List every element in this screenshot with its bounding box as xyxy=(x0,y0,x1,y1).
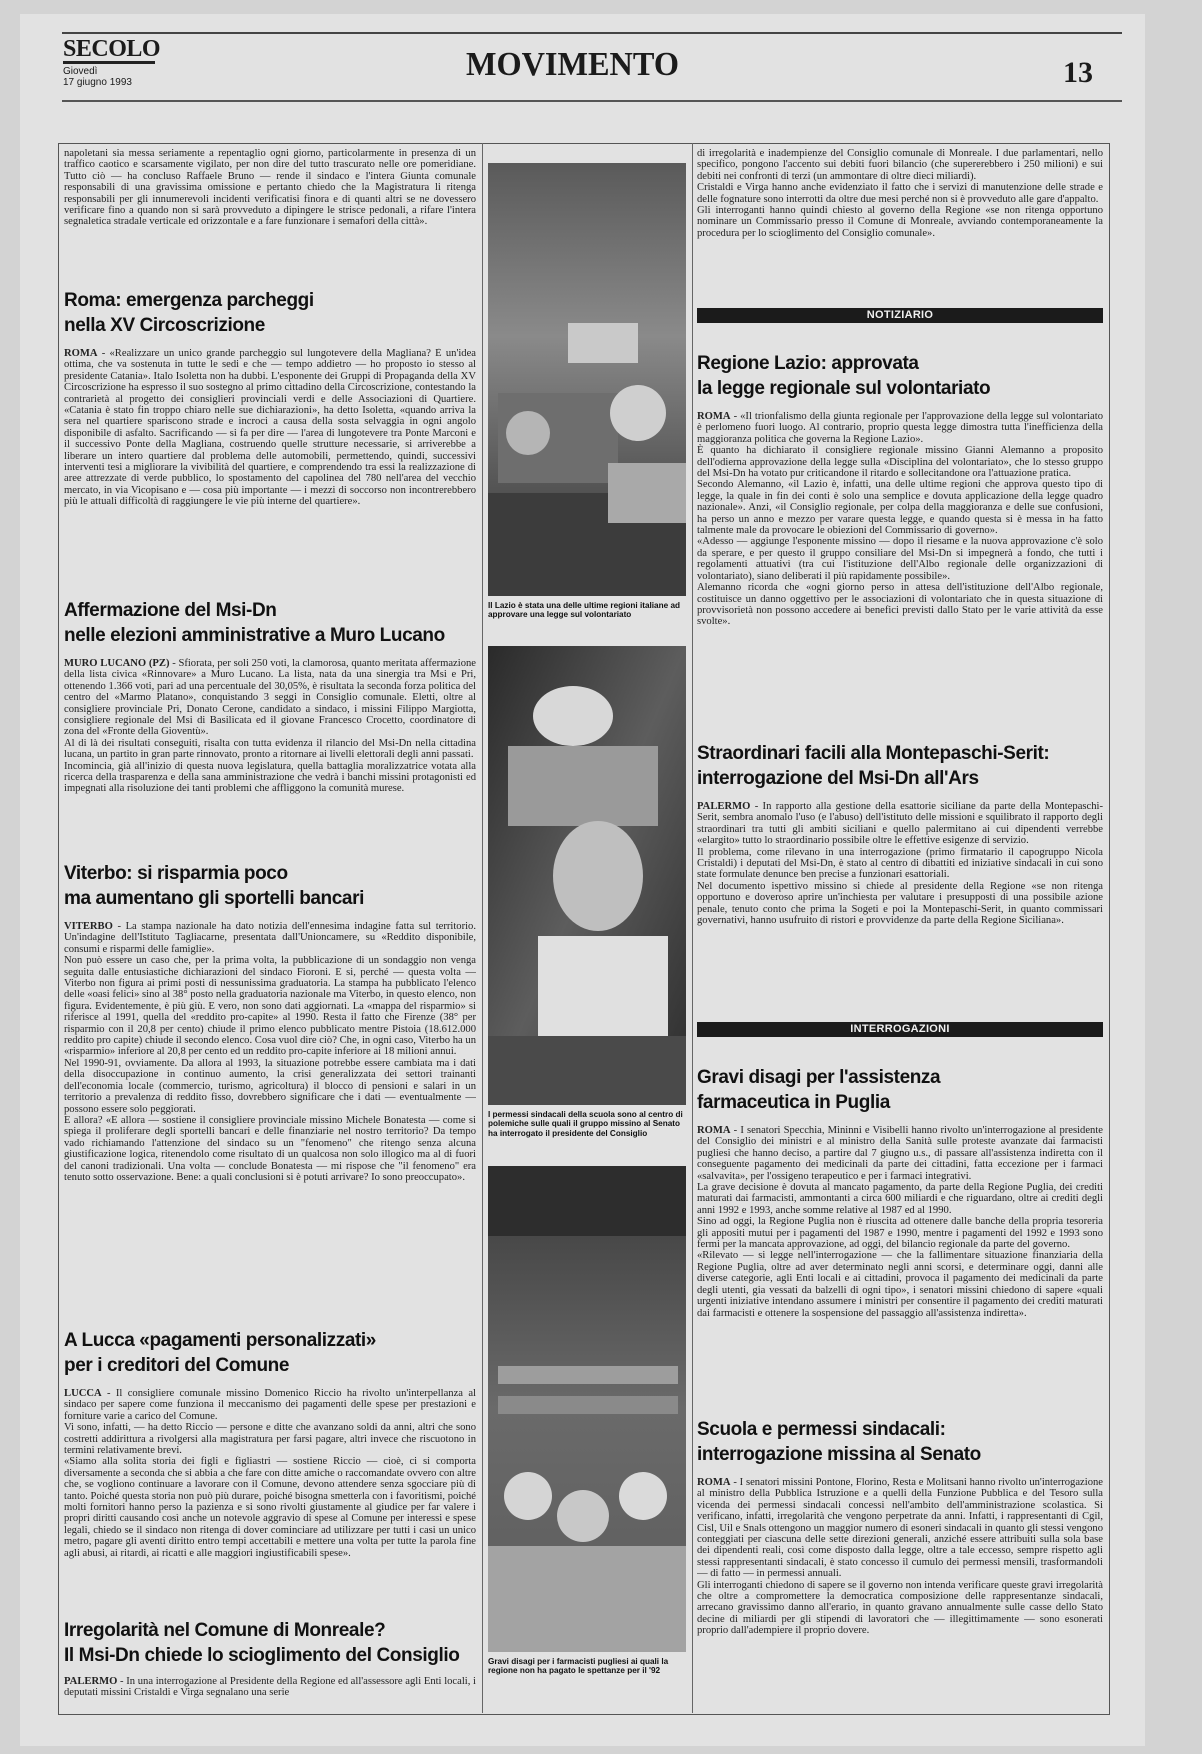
photo-volontariato xyxy=(488,163,686,620)
column-rule-left xyxy=(482,143,483,1713)
article-body xyxy=(697,411,1103,713)
issue-day: 17 giugno 1993 xyxy=(63,77,132,88)
column-rule-right xyxy=(692,143,693,1713)
article-body xyxy=(697,801,1103,978)
section-title: MOVIMENTO xyxy=(466,46,679,83)
issue-date xyxy=(63,66,160,88)
article-text: - La stampa nazionale ha dato notizia dell'ennesima indagine fatta sul territorio. Un'indagine dell'Istituto Tagliacarne, presentata dall'Unioncamere, su «Reddito disponibile, consumi e risparmi delle famiglie». Non può essere un caso che, per la prima volta, la pubblicazione di un sondaggio non venga seguita dalle entusiastiche dichiarazioni del sindaco Fioroni. E si, perché — questa volta — Viterbo non figura ai primi posti di nessunissima graduatoria. La stampa ha pubblicato l'elenco delle «oasi felici» sino al 38° posto nella graduatoria nazionale ma Viterbo, in questo elenco, non figura. Evidentemente, è più giù. E vero, non sono dati aggiornati. La «mappa del risparmio» si riferisce al 1991, quella del «reddito pro-capite» al 1990. Resta il fatto che Firenze (38° per risparmio con il 20,8 per cento) chiude il primo elenco pubblicato mentre Pistoia (18.612.000 reddito pro capite) chiude il secondo elenco. Cosa vuol dire ciò? Che, in ogni caso, Viterbo ha un «risparmio» inferiore al 20,8 per cento ed un reddito pro-capite inferiore ai 18 milioni annui. Nel 1990-91, ovviamente. Da allora al 1993, la situazione potrebbe essere cambiata ma i dati della disoccupazione in continuo aumento, la crisi generalizzata dei settori trainanti dell'economia locale (commercio, turismo, agricoltura) il blocco di pensioni e salari in un territorio a prevalenza di reddito fisso, dovrebbero significare che i dati — eventualmente — possono essere solo peggiorati. E allora? «E allora — sostiene il consigliere provinciale missino Michele Bonatesta — come si spiega il proliferare degli sportelli bancari e delle finanziarie nel nostro territorio? Da tempo vado richiamando l'attenzione del sindaco su un "fenomeno" che ritengo senza alcuna giustificazione logica, ritenendolo come risultato di un qualcosa non solo illogico ma al di fuori del canoni tradizionali. Una volta — conclude Bonatesta — mi rispose che "il fenomeno" era tenuto sotto osservazione. Bene: a quali conclusioni si è potuti arrivare? Io sono preoccupato». xyxy=(64,921,476,1183)
photo-halftone xyxy=(488,163,686,596)
headline-line-1: Roma: emergenza parcheggi xyxy=(64,290,314,311)
headline-line-2: ma aumentano gli sportelli bancari xyxy=(64,888,364,909)
article-text: - I senatori Specchia, Mininni e Visibelli hanno rivolto un'interrogazione al presidente del Consiglio dei ministri e al ministro della Sanità sulle proteste avanzate dai farmacisti pugliesi che hanno deciso, a partire dal 7 giugno u.s., di passare all'assistenza indiretta con il conseguente pagamento dei medicinali da parte dei cittadini, fatta eccezione per i farmaci «salvavita», per l'ossigeno terapeutico e per i farmaci integrativi. La grave decisione è dovuta al mancato pagamento, da parte della Regione Puglia, dei crediti maturati dai farmacisti, ammontanti a circa 600 miliardi e che riguardano, oltre ai crediti degli anni 1992 e 1993, anche somme relative al 1987 ed al 1990. Sino ad oggi, la Regione Puglia non è riuscita ad ottenere dalle banche della propria tesoreria gli appositi mutui per i pagamenti del 1987 e 1990, mentre i pagamenti del 1992 e 1993 sono fermi per la mancata approvazione, ad oggi, del bilancio regionale da parte del governo. «Rilevato — si legge nell'interrogazione — che la fallimentare situazione finanziaria della Regione Puglia, oltre ad aver determinato negli anni scorsi, e determinare oggi, danni alle diverse categorie, agli Enti locali e ai cittadini, provoca il pagamento dei medicinali da parte degli utenti, gia vessati da balzelli di ogni tipo», i senatori missini chiedono di sapere «quali urgenti iniziative intendano assumere i ministri per consentire il pagamento dei crediti maturati dai farmacisti e ottenere la sospensione del passaggio all'assistenza indiretta». xyxy=(697,1125,1103,1319)
article-headline xyxy=(64,1328,476,1378)
article-headline xyxy=(697,351,1103,401)
headline-line-2: Il Msi-Dn chiede lo scioglimento del Consiglio xyxy=(64,1645,460,1666)
dateline: PALERMO xyxy=(64,1676,118,1687)
article-text: - Sfiorata, per soli 250 voti, la clamorosa, quanto meritata affermazione della lista civica «Rinnovare» a Muro Lucano. La lista, nata da una sinergia tra Msi e Pri, ottenendo 1.366 voti, pari ad una percentuale del 30,05%, è risultata la seconda forza politica del centro del «Marmo Platano», conquistando 3 seggi in Consiglio comunale. Eletti, oltre al consigliere provinciale Pri, Donato Cerone, candidato a sindaco, i missini Filippo Margiotta, consigliere regionale del Msi di Basilicata ed il giovane Francesco Crocetto, coordinatore di zona del «Fronte della Gioventù». Al di là dei risultati conseguiti, risalta con tutta evidenza il rilancio del Msi-Dn nella cittadina lucana, un partito in gran parte rinnovato, pronto a ritornare ai livelli elettorali degli anni passati. Incomincia, già all'inizio di questa nuova legislatura, quella battaglia moralizzatrice votata alla ricerca della trasparenza e della sana amministrazione che vedrà i banchi missini protagonisti ed impegnati alla risoluzione dei tanti problemi che affliggono la comunità murese. xyxy=(64,658,476,795)
interrogazioni-banner: INTERROGAZIONI xyxy=(697,1022,1103,1037)
headline-line-1: Irregolarità nel Comune di Monreale? xyxy=(64,1620,386,1641)
article-text: - In una interrogazione al Presidente della Regione ed all'assessore agli Enti locali, i deputati missini Cristaldi e Virga segnalano una serie xyxy=(64,1676,476,1699)
intro-text: napoletani sia messa seriamente a repentaglio ogni giorno, particolarmente in presenza di un traffico caotico e scarsamente vigilato, per non dire del tutto trascurato nelle ore pomeridiane. Tutto ciò — ha concluso Raffaele Bruno — rende il sindaco e l'intera Giunta comunale responsabili di una gravissima omissione e pertanto chiedo che la Magistratura li ritenga responsabili per gli innumerevoli incidenti verificatisi finora e di quanti altri se ne dovessero verificare fino a quando non si sarà provveduto a dipingere le strisce pedonali, a rifare l'intera segnaletica stradale verticale ed orizzontale e a fare funzionare i semafori della città». xyxy=(64,148,476,228)
photo-scuola xyxy=(488,646,686,1138)
article-text: - «Realizzare un unico grande parcheggio sul lungotevere della Magliana? È un'idea ottima, che va sostenuta in tutte le sedi e che — tempo addietro — ho proposto io stesso al presidente Catania». Italo Isoletta non ha dubbi. L'esponente dei Gruppi di Propaganda della XV Circoscrizione ha espresso il suo sostegno al primo cittadino della Circoscrizione, contestando la contrarietà al progetto dei consiglieri provinciali verdi e delle Associazioni di Quartiere. «Catania è stato fin troppo chiaro nelle sue dichiarazioni», ha detto Isoletta, «quando arriva la sera nel quartiere spariscono strade e incroci a causa della sosta selvaggia in ogni angolo disponibile di asfalto. Sacrificando — si fa per dire — l'area di lungotevere tra Ponte Marconi e il successivo Ponte della Magliana, costruendo quelle strutture necessarie, si arriverebbe a liberare un intero quartiere dal problema delle automobili, permettendo, quindi, successivi interventi tesi a migliorare la vivibilità del quartiere, e comprendendo tra essi la realizzazione di aree attrezzate di verde pubblico, lo spostamento del capolinea del 780 nell'area del vecchio mercato, in via Vicopisano e — cosa più importante — i mezzi di soccorso non incontrerebbero più le attuali difficoltà di raggiungere le vie più interne del quartiere». xyxy=(64,348,476,508)
headline-line-1: Affermazione del Msi-Dn xyxy=(64,600,277,621)
photo-caption: Gravi disagi per i farmacisti pugliesi ai quali la regione non ha pagato le spettanze per il '92 xyxy=(488,1657,669,1676)
left-column xyxy=(64,148,476,1700)
article-headline xyxy=(64,861,476,911)
article-body xyxy=(64,1676,476,1700)
headline-line-2: per i creditori del Comune xyxy=(64,1355,290,1376)
headline-line-2: nella XV Circoscrizione xyxy=(64,315,265,336)
article-text: - Il consigliere comunale missino Domenico Riccio ha rivolto un'interpellanza al sindaco per sapere come funziona il meccanismo dei pagamenti delle spese per prestazioni e forniture varie a carico del Comune. Vi sono, infatti, — ha detto Riccio — persone e ditte che avanzano soldi da anni, altri che sono costretti addirittura a rivolgersi alla magistratura per farsi pagare, altri invece che riscuotono in termini relativamente brevi. «Siamo alla solita storia dei figli e figliastri — sostiene Riccio — cioè, ci si comporta diversamente a seconda che si abbia a che fare con ditte amiche o raccomandate ovvero con altre che, se vogliono continuare a lavorare con il Comune, devono attendere senza sgocciare più di tanto. Poiché questa storia non può più durare, poiché bisogna smetterla con i favoritismi, poiché molti fornitori hanno perso la pazienza e si sono rivolti giustamente al giudice per far valere i propri diritti causando così anche un notevole aggravio di spese al Comune per interessi e spese legali, chiedo se il sindaco non ritenga di dover cominciare ad utilizzare per tutti i casi un unico metro, pagare gli aventi diritto entro tempi accettabili e mettere una volta per tutte la parola fine agli abusi, ai ritardi, ai ricatti e alle maggiori ingiustificabili spese». xyxy=(64,1388,476,1559)
notiziario-banner: NOTIZIARIO xyxy=(697,308,1103,323)
article-text: - In rapporto alla gestione della esattorie siciliane da parte della Montepaschi-Serit, sembra anomalo l'uso (e l'abuso) dell'istituto delle missioni e squilibrato il rapporto degli straordinari tra tutti gli ambiti siciliani e quello palermitano ai cui dipendenti verrebbe «elargito» tutto lo straordinario possibile oltre le effettive esigenze di servizio. Il problema, come rilevano in una interrogazione (primo firmatario il capogruppo Nicola Cristaldi) i deputati del Msi-Dn, è stato al centro di dibattiti ed iniziative sindacali in cui sono state formulate denunce ben precise a funzionari esattoriali. Nel documento ispettivo missino si chiede al presidente della Regione «se non ritenga opportuno e doveroso aprire un'inchiesta per valutare i presupposti di una possibile azione penale, tenuto conto che prima la Sogeti e poi la Montepaschi-Serit, in quanto commissari governativi, hanno usufruito di ristori e provvidenze da parte della Regione Siciliana». xyxy=(697,801,1103,927)
article-viterbo xyxy=(64,861,476,1304)
article-body xyxy=(64,348,476,570)
dateline: PALERMO xyxy=(697,801,751,812)
headline-line-1: Scuola e permessi sindacali: xyxy=(697,1419,946,1440)
photo-image xyxy=(488,1166,686,1652)
article-headline xyxy=(64,1618,476,1668)
top-rule xyxy=(62,32,1122,34)
article-body xyxy=(64,921,476,1304)
dateline: VITERBO xyxy=(64,921,113,932)
photo-caption: I permessi sindacali della scuola sono al centro di polemiche sulle quali il gruppo missino al Senato ha interrogato il presidente del Consiglio xyxy=(488,1110,683,1138)
photo-image xyxy=(488,163,686,596)
article-montepaschi xyxy=(697,741,1103,978)
photo-image xyxy=(488,646,686,1105)
headline-line-2: interrogazione del Msi-Dn all'Ars xyxy=(697,768,979,789)
dateline: ROMA xyxy=(64,348,98,359)
article-puglia xyxy=(697,1065,1103,1393)
right-column xyxy=(697,148,1103,1689)
article-text: - «Il trionfalismo della giunta regionale per l'approvazione della legge sul volontariato è perlomeno fuori luogo. Al contrario, proprio questa legge dimostra tutta l'inefficienza della maggioranza politica che governa la Regione Lazio». È quanto ha dichiarato il consigliere regionale missino Gianni Alemanno a proposito dell'odierna approvazione della legge sulla «Disciplina del volontariato», che lo stesso gruppo del Msi-Dn ha votato pur criticandone il ritardo e sollecitandone ora l'attuazione pratica. Secondo Alemanno, «il Lazio è, infatti, una delle ultime regioni che approva questo tipo di legge, la quale in fin dei conti è solo una semplice e dovuta applicazione della legge quadro nazionale». Anzi, «il Consiglio regionale, per colpa della maggioranza e delle sue confusioni, ha perso un anno e mezzo per varare questa legge, e quando questa si è messa in ha fatto talmente male da provocare le obiezioni del Commissario di governo». «Adesso — aggiunge l'esponente missino — dopo il riesame e la nuova approvazione c'è solo da sperare, e per questo il gruppo consiliare del Msi-Dn si impegnerà a fondo, che tutti i regolamenti attuativi (tra cui l'istituzione dell'Albo regionale delle organizzazioni di volontariato), siano deliberati il più rapidamente possibile». Alemanno ricorda che «ogni giorno perso in attesa dell'istituzione dell'Albo regionale, costituisce un danno oggettivo per le associazioni di volontariato che in questa situazione di provvisorietà non possono accedere ai benefici previsti dallo Stato per le varie attività da esse svolte». xyxy=(697,411,1103,628)
article-body xyxy=(697,1125,1103,1393)
headline-line-2: nelle elezioni amministrative a Muro Lucano xyxy=(64,625,445,646)
article-headline xyxy=(64,598,476,648)
article-lucca xyxy=(64,1328,476,1600)
article-regione-lazio xyxy=(697,351,1103,713)
masthead xyxy=(63,36,160,88)
article-headline xyxy=(64,288,476,338)
photo-halftone xyxy=(488,1166,686,1652)
article-scuola xyxy=(697,1417,1103,1689)
headline-line-2: farmaceutica in Puglia xyxy=(697,1092,890,1113)
dateline: ROMA xyxy=(697,1125,731,1136)
article-text: - I senatori missini Pontone, Florino, Resta e Molitsani hanno rivolto un'interrogazione al ministro della Pubblica Istruzione e a quelli della Funzione Pubblica e del Tesoro sulla vicenda dei permessi sindacali concessi nell'ambito dell'amministrazione scolastica. Si verificano, infatti, irregolarità che vengono perpetrate da anni. Infatti, i rappresentanti di Cgil, Cisl, Uil e Snals ottengono un maggior numero di esoneri sindacali in quanto gli stessi vengono conteggiati per ciascuna delle sette direzioni generali, anziché essere attribuiti sulla sola base dei dipendenti reali, così come disposto dalla legge, oltre a tale eccesso, sempre rispetto agli stessi rappresentanti sindacali, è stato concesso il cumulo dei permessi mensili, trasformandoli — di fatto — in permessi annuali. Gli interroganti chiedono di sapere se il governo non intenda verificare queste gravi irregolarità che oltre a compromettere la democratica composizione delle rappresentanze sindacali, arrecano gravissimo danno all'erario, in quanto gravano annualmente sulle casse dello Stato decine di miliardi per gli stipendi di lavoratori che — illegittimamente — sono esonerati proprio dall'adempiere il proprio dovere. xyxy=(697,1477,1103,1637)
article-headline xyxy=(697,741,1103,791)
headline-line-1: Straordinari facili alla Montepaschi-Serit: xyxy=(697,743,1050,764)
headline-line-1: Regione Lazio: approvata xyxy=(697,353,919,374)
intro-text: di irregolarità e inadempienze del Consiglio comunale di Monreale. I due parlamentari, nello specifico, pongono l'accento sui debiti fuori bilancio (che supererebbero i 250 milioni) e sui debiti nei confronti di terzi (un ammontare di oltre dieci miliardi). Cristaldi e Virga hanno anche evidenziato il fatto che i servizi di manutenzione delle strade e delle fognature sono interrotti da oltre due mesi perché non si è provveduto alle gare d'appalto. Gli interroganti hanno quindi chiesto al governo della Regione «se non ritenga opportuno nominare un Commissario presso il Comune di Monreale, avviando contemporaneamente la procedura per lo scioglimento del Consiglio comunale». xyxy=(697,148,1103,239)
masthead-name: SECOLO xyxy=(63,36,161,62)
article-monreale xyxy=(64,1618,476,1700)
header-rule xyxy=(62,100,1122,102)
article-headline xyxy=(697,1065,1103,1115)
dateline: LUCCA xyxy=(64,1388,102,1399)
article-headline xyxy=(697,1417,1103,1467)
photo-halftone xyxy=(488,646,686,1105)
dateline: ROMA xyxy=(697,411,731,422)
headline-line-2: la legge regionale sul volontariato xyxy=(697,378,991,399)
headline-line-1: Viterbo: si risparmia poco xyxy=(64,863,288,884)
article-body xyxy=(64,1388,476,1600)
headline-line-1: A Lucca «pagamenti personalizzati» xyxy=(64,1330,376,1351)
dateline: MURO LUCANO (PZ) xyxy=(64,658,170,669)
dateline: ROMA xyxy=(697,1477,731,1488)
headline-line-1: Gravi disagi per l'assistenza xyxy=(697,1067,941,1088)
photo-farmacisti xyxy=(488,1166,686,1676)
article-roma-parcheggi xyxy=(64,288,476,570)
page-number: 13 xyxy=(1063,56,1093,89)
headline-line-2: interrogazione missina al Senato xyxy=(697,1444,981,1465)
article-body xyxy=(697,1477,1103,1689)
article-body xyxy=(64,658,476,835)
article-muro-lucano xyxy=(64,598,476,835)
photo-caption: Il Lazio è stata una delle ultime regioni italiane ad approvare una legge sul volontariato xyxy=(488,601,680,620)
issue-weekday: Giovedì xyxy=(63,66,98,77)
